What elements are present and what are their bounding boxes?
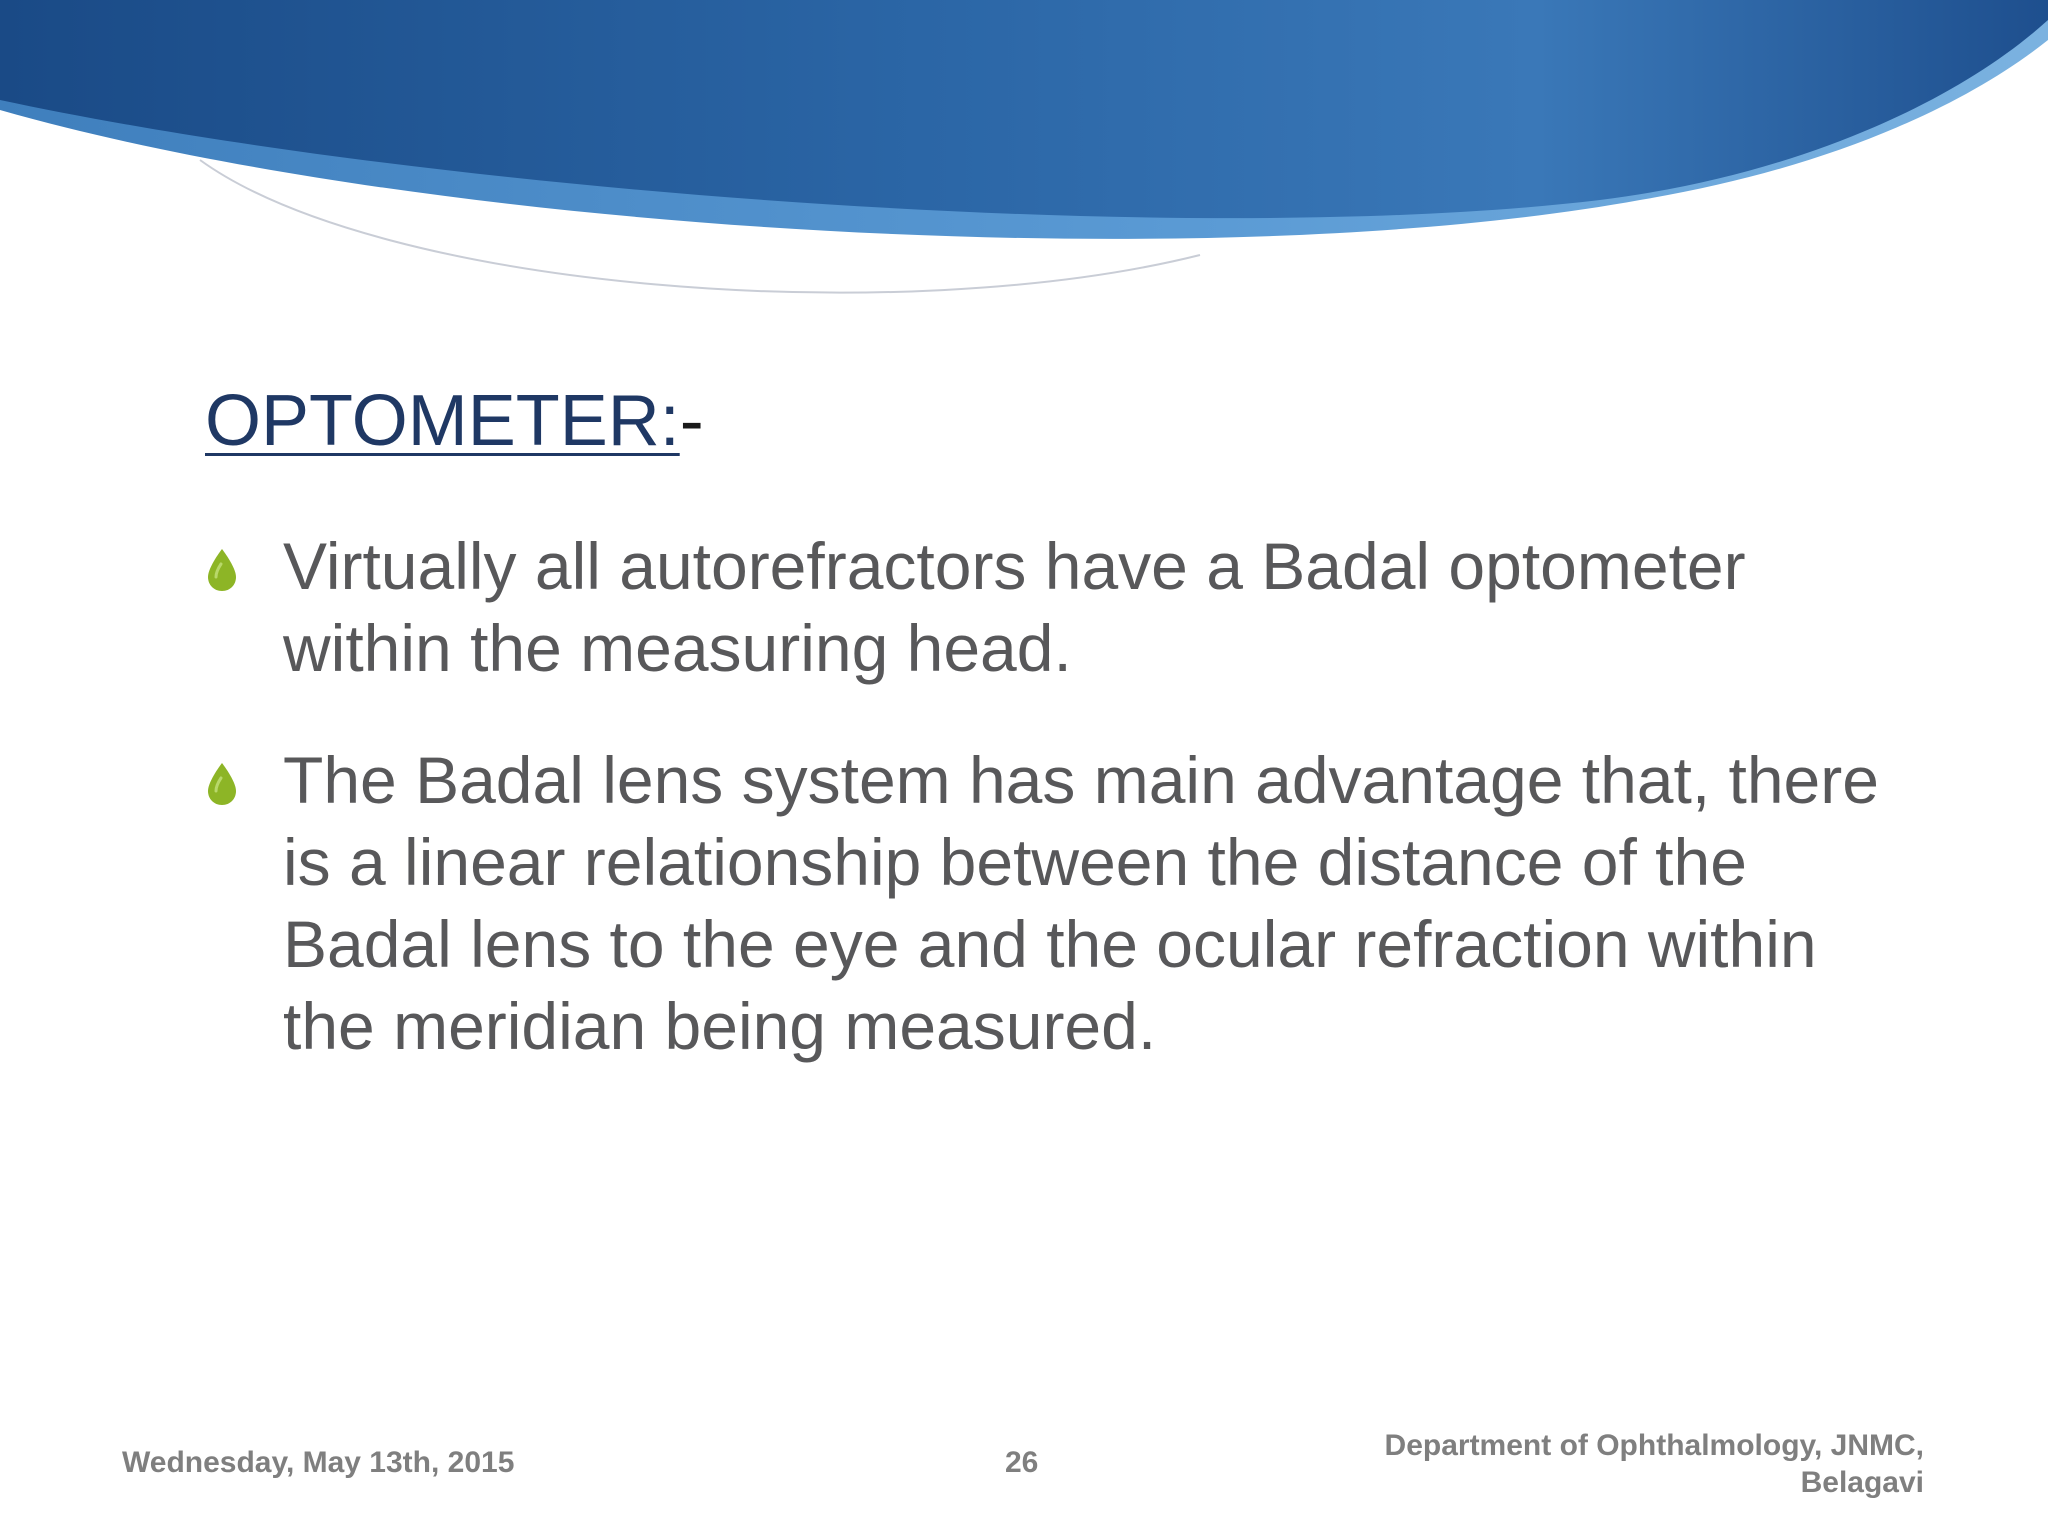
- title-text: OPTOMETER:: [205, 381, 680, 461]
- page-number: 26: [1005, 1446, 1039, 1479]
- bullet-text: Virtually all autorefractors have a Badal optometer within the measuring head.: [283, 529, 1746, 685]
- footer-department: [1304, 1427, 1924, 1501]
- slide-title: [205, 378, 704, 464]
- footer-date: Wednesday, May 13th, 2015: [122, 1446, 515, 1479]
- green-droplet-icon: [205, 761, 239, 807]
- bullet-list: [205, 525, 1905, 1117]
- department-line-2: Belagavi: [1800, 1466, 1924, 1499]
- bullet-item: [205, 525, 1905, 689]
- bullet-text: The Badal lens system has main advantage that, there is a linear relationship between the distance of the Badal lens to the eye and the ocular refraction within the meridian being measured.: [283, 743, 1879, 1063]
- green-droplet-icon: [205, 547, 239, 593]
- header-wave-decoration: [0, 0, 2048, 340]
- bullet-item: [205, 739, 1905, 1067]
- department-line-1: Department of Ophthalmology, JNMC,: [1384, 1429, 1924, 1462]
- title-suffix: -: [679, 381, 704, 461]
